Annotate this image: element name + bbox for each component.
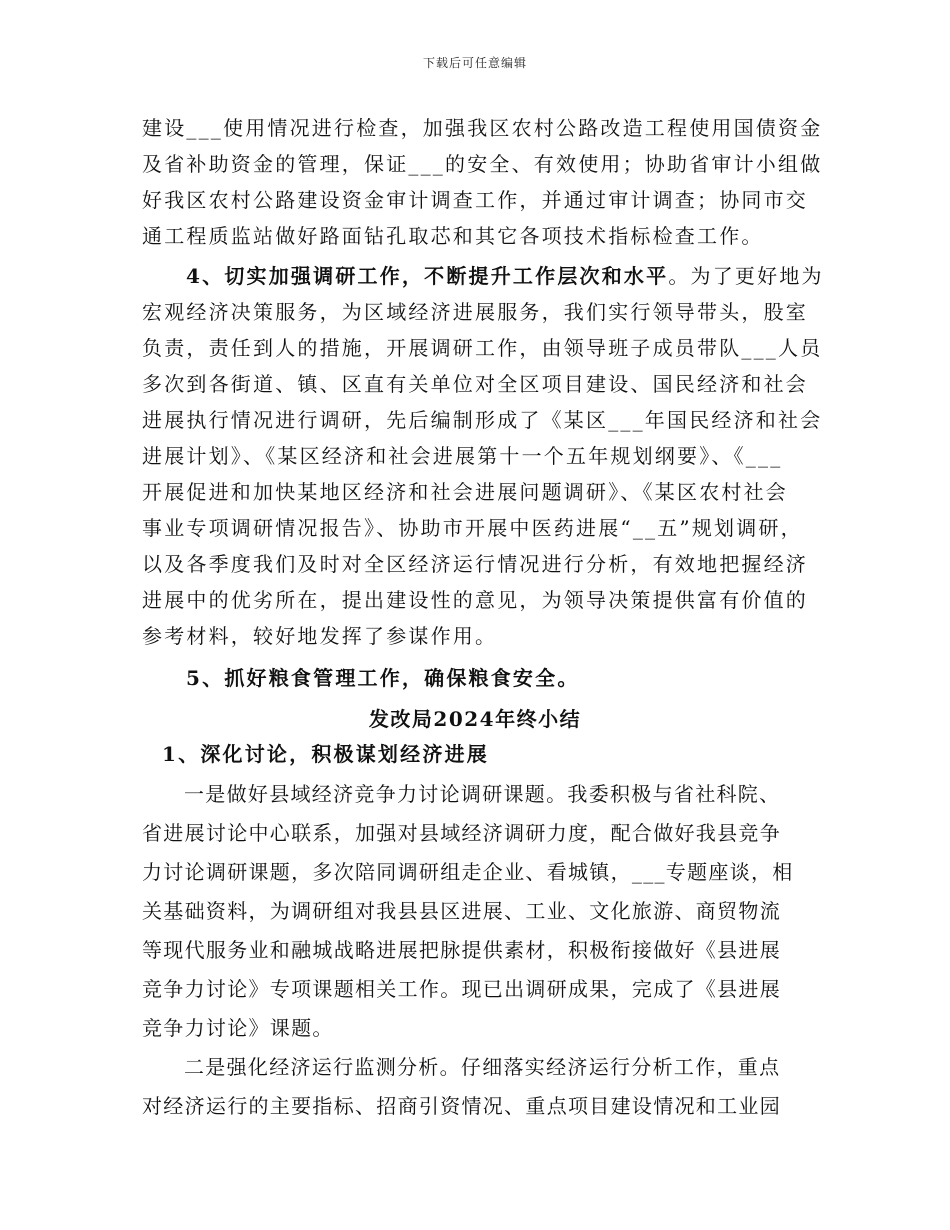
text-line: 多次到各街道、镇、区直有关单位对全区项目建设、国民经济和社会 (142, 372, 808, 396)
text-line: 建设___使用情况进行检查，加强我区农村公路改造工程使用国债资金 (142, 116, 823, 140)
sec1-heading: 1、深化讨论，积极谋划经济进展 (162, 742, 489, 766)
text-line: 开展促进和加快某地区经济和社会进展问题调研》、《某区农村社会 (142, 480, 788, 504)
text-line: 对经济运行的主要指标、招商引资情况、重点项目建设情况和工业园 (142, 1094, 781, 1118)
section-title: 发改局2024年终小结 (368, 707, 582, 731)
text-line: 进展计划》、《某区经济和社会进展第十一个五年规划纲要》、《___ (142, 444, 783, 468)
text-line: 等现代服务业和融城战略进展把脉提供素材，积极衔接做好《县进展 (142, 938, 781, 962)
text-line: 力讨论调研课题，多次陪同调研组走企业、看城镇，___专题座谈，相 (142, 860, 794, 884)
para4-first-rest: 。为了更好地为 (668, 264, 824, 288)
text-line: 进展执行情况进行调研，先后编制形成了《某区___年国民经济和社会 (142, 408, 823, 432)
text-line: 参考材料，较好地发挥了参谋作用。 (142, 624, 498, 648)
text-line: 二是强化经济运行监测分析。仔细落实经济运行分析工作，重点 (184, 1055, 781, 1079)
page-header: 下载后可任意编辑 (422, 56, 527, 70)
text-line: 负责，责任到人的措施，开展调研工作，由领导班子成员带队___人员 (142, 336, 823, 360)
para4-first-line (186, 262, 824, 290)
para4-heading: 4、切实加强调研工作，不断提升工作层次和水平 (186, 264, 669, 288)
text-line: 一是做好县域经济竞争力讨论调研课题。我委积极与省社科院、 (184, 782, 781, 806)
text-line: 进展中的优劣所在，提出建设性的意见，为领导决策提供富有价值的 (142, 588, 808, 612)
text-line: 以及各季度我们及时对全区经济运行情况进行分析，有效地把握经济 (142, 552, 808, 576)
text-line: 及省补助资金的管理，保证___的安全、有效使用；协助省审计小组做 (142, 152, 823, 176)
text-line: 竞争力讨论》专项课题相关工作。现已出调研成果，完成了《县进展 (142, 977, 781, 1001)
para5-heading: 5、抓好粮食管理工作，确保粮食安全。 (186, 666, 580, 690)
text-line: 关基础资料，为调研组对我县县区进展、工业、文化旅游、商贸物流 (142, 899, 781, 923)
text-line: 事业专项调研情况报告》、协助市开展中医药进展“__五”规划调研， (142, 516, 803, 540)
text-line: 宏观经济决策服务，为区域经济进展服务，我们实行领导带头，股室 (142, 300, 808, 324)
text-line: 好我区农村公路建设资金审计调查工作，并通过审计调查；协同市交 (142, 188, 808, 212)
text-line: 通工程质监站做好路面钻孔取芯和其它各项技术指标检查工作。 (142, 224, 764, 248)
text-line: 省进展讨论中心联系，加强对县域经济调研力度，配合做好我县竞争 (142, 821, 781, 845)
text-line: 竞争力讨论》课题。 (142, 1016, 334, 1040)
